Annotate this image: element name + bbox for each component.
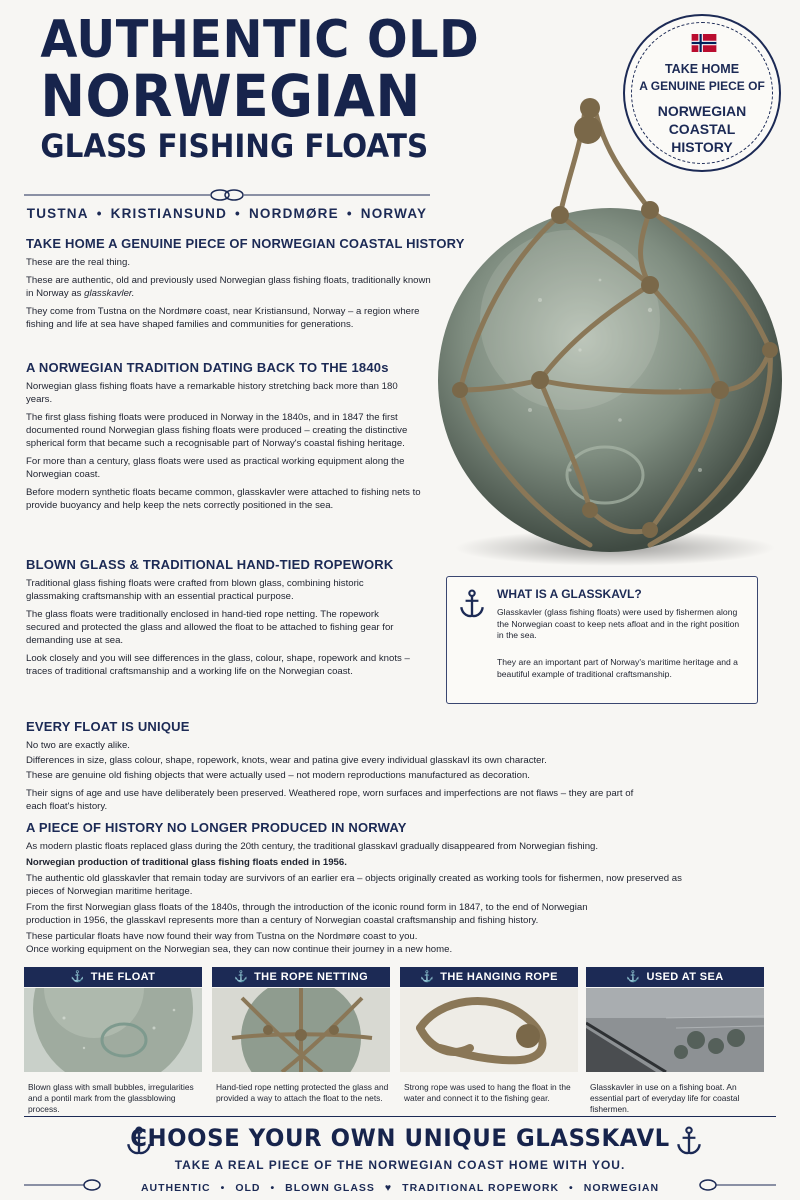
title-line-2: NORWEGIAN <box>40 62 421 130</box>
float-closeup-image <box>24 988 202 1072</box>
location-norway: NORWAY <box>360 206 428 221</box>
section-heading: A NORWEGIAN TRADITION DATING BACK TO THE 1840s <box>26 360 389 375</box>
term-glasskavler: glasskavler. <box>84 288 135 299</box>
rope-knot-icon <box>696 1176 776 1194</box>
cta-subheading: TAKE A REAL PIECE OF THE NORWEGIAN COAST HOME WITH YOU. <box>174 1158 626 1172</box>
infobox-title: WHAT IS A GLASSKAVL? <box>497 587 642 601</box>
paragraph-text: These are authentic, old and previously used Norwegian glass fishing floats, traditionally known in Norway as <box>26 275 431 299</box>
panel-hanging-rope <box>400 967 578 1104</box>
glass-float-hero-image <box>420 90 792 570</box>
title-line-1: AUTHENTIC OLD <box>40 10 480 70</box>
anchor-icon: ⚓ <box>420 971 435 983</box>
badge-line-2: A GENUINE PIECE OF <box>639 79 765 93</box>
infobox-paragraph: Glasskavler (glass fishing floats) were used by fishermen along the Norwegian coast to keep nets afloat and in the right position in the sea. <box>497 607 740 640</box>
section-no-longer-produced <box>26 820 776 959</box>
paragraph <box>26 274 436 300</box>
footer-item: OLD <box>235 1182 261 1194</box>
paragraph: Their signs of age and use have deliberately been preserved. Weathered rope, worn surfaces and imperfections are not flaws – they are part of each float's history. <box>26 788 634 812</box>
footer-item: BLOWN GLASS <box>285 1182 375 1194</box>
paragraph: From the first Norwegian glass floats of the 1840s, through the introduction of the iconic round form in 1847, to the end of Norwegian production in 1956, the glasskavl represents more than a century of Norwegian coastal craftsmanship and fishing history. <box>26 902 588 926</box>
emphasis-text: Norwegian production of traditional glass fishing floats ended in 1956. <box>26 857 347 868</box>
paragraph: These particular floats have now found their way from Tustna on the Nordmøre coast to you. <box>26 931 418 942</box>
panel-used-at-sea <box>586 967 764 1115</box>
paragraph: No two are exactly alike. <box>26 740 130 751</box>
paragraph: These are genuine old fishing objects that were actually used – not modern reproductions manufactured as decoration. <box>26 770 530 781</box>
rope-netting-image <box>212 988 390 1072</box>
cta-heading: CHOOSE YOUR OWN UNIQUE GLASSKAVL <box>130 1124 670 1152</box>
location-kristiansund: KRISTIANSUND <box>110 206 228 221</box>
norwegian-flag-icon <box>691 34 717 52</box>
panel-caption: Strong rope was used to hang the float in the water and connect it to the fishing gear. <box>404 1082 571 1103</box>
panel-caption: Hand-tied rope netting protected the glass and provided a way to attach the float to the nets. <box>216 1082 389 1103</box>
paragraph: Differences in size, glass colour, shape, ropework, knots, wear and patina give every individual glasskavl its own character. <box>26 755 547 766</box>
paragraph: Norwegian glass fishing floats have a remarkable history stretching back more than 180 years. <box>26 381 398 405</box>
badge-word-coastal: COASTAL <box>668 121 736 137</box>
section-coastal-history <box>26 236 465 336</box>
location-nordmore: NORDMØRE <box>248 206 339 221</box>
badge-line-1: TAKE HOME <box>664 62 740 76</box>
panel-heading <box>212 967 390 987</box>
paragraph: The glass floats were traditionally enclosed in hand-tied rope netting. The ropework secured and protected the glass and allowed the float to be attached to fishing gear for demanding use at sea. <box>26 609 394 646</box>
anchor-icon: ⚓ <box>70 971 85 983</box>
panel-rope-netting <box>212 967 390 1104</box>
panel-heading <box>24 967 202 987</box>
hanging-rope-image <box>400 988 578 1072</box>
heart-icon: ♥ <box>384 1182 393 1194</box>
section-heading: EVERY FLOAT IS UNIQUE <box>26 719 190 734</box>
anchor-icon: ⚓ <box>233 971 249 983</box>
paragraph: Look closely and you will see differences in the glass, colour, shape, ropework and knots – traces of traditional craftsmanship and a working life on the Norwegian coast. <box>26 653 410 677</box>
section-unique <box>26 719 776 818</box>
panel-title: THE ROPE NETTING <box>254 971 369 983</box>
panel-caption: Glasskavler in use on a fishing boat. An essential part of everyday life for coastal fishermen. <box>590 1082 740 1114</box>
title-line-3: GLASS FISHING FLOATS <box>40 127 429 165</box>
paragraph: Traditional glass fishing floats were crafted from blown glass, combining historic glassmaking craftsmanship with an essential practical purpose. <box>26 578 364 602</box>
paragraph: Before modern synthetic floats became common, glasskavler were attached to fishing nets to provide buoyancy and help keep the nets correctly positioned in the sea. <box>26 487 421 511</box>
panel-heading <box>400 967 578 987</box>
section-heading: A PIECE OF HISTORY NO LONGER PRODUCED IN NORWAY <box>26 820 407 835</box>
poster-title <box>24 10 480 166</box>
panel-title: USED AT SEA <box>646 971 724 983</box>
badge-word-norwegian: NORWEGIAN <box>657 103 747 119</box>
anchor-icon <box>676 1126 702 1156</box>
footer-item: AUTHENTIC <box>140 1182 211 1194</box>
paragraph: The authentic old glasskavler that remain today are survivors of an earlier era – objects originally created as working tools for fishermen, now preserved as pieces of Norwegian maritime heritage. <box>26 873 682 897</box>
paragraph: As modern plastic floats replaced glass during the 20th century, the traditional glasskavl gradually disappeared from Norwegian fishing. <box>26 841 599 852</box>
paragraph: For more than a century, glass floats were used as practical working equipment along the Norwegian coast. <box>26 456 405 480</box>
used-at-sea-image <box>586 988 764 1072</box>
footer-item: NORWEGIAN <box>583 1182 660 1194</box>
paragraph: The first glass fishing floats were produced in Norway in the 1840s, and in 1847 the first documented round Norwegian glass fishing floats were produced – creating the distinctive spherical form that became such a recognisable part of Norway's coastal fishing heritage. <box>26 412 408 449</box>
paragraph: They come from Tustna on the Nordmøre coast, near Kristiansund, Norway – a region where fishing and life at sea have shaped families and communities for generations. <box>26 306 420 330</box>
infobox-paragraph: They are an important part of Norway's maritime heritage and a beautiful example of traditional craftsmanship. <box>497 657 738 679</box>
paragraph: Once working equipment on the Norwegian sea, they can now continue their journey in a new home. <box>26 944 453 955</box>
anchor-icon <box>459 589 485 619</box>
section-heading: TAKE HOME A GENUINE PIECE OF NORWEGIAN COASTAL HISTORY <box>26 236 465 251</box>
rope-knot-divider-icon <box>24 188 430 202</box>
footer-keywords: AUTHENTIC • OLD • BLOWN GLASS ♥ TRADITIONAL ROPEWORK • NORWEGIAN <box>140 1182 660 1194</box>
footer-divider <box>24 1116 776 1117</box>
panel-caption: Blown glass with small bubbles, irregularities and a pontil mark from the glassblowing process. <box>28 1082 194 1114</box>
badge-word-history: HISTORY <box>671 139 733 155</box>
anchor-icon: ⚓ <box>626 971 641 983</box>
footer-item: TRADITIONAL ROPEWORK <box>402 1182 560 1194</box>
location-tustna: TUSTNA <box>26 206 89 221</box>
location-line: TUSTNA • KRISTIANSUND • NORDMØRE • NORWAY <box>26 206 428 221</box>
paragraph: These are the real thing. <box>26 257 130 268</box>
panel-the-float <box>24 967 202 1115</box>
panel-heading <box>586 967 764 987</box>
paragraph-emphasis <box>26 856 776 869</box>
panel-title: THE FLOAT <box>90 971 156 983</box>
panel-title: THE HANGING ROPE <box>440 971 558 983</box>
section-ropework <box>26 557 411 683</box>
what-is-glasskavl-box <box>446 576 758 704</box>
section-tradition <box>26 360 421 517</box>
section-heading: BLOWN GLASS & TRADITIONAL HAND-TIED ROPEWORK <box>26 557 394 572</box>
